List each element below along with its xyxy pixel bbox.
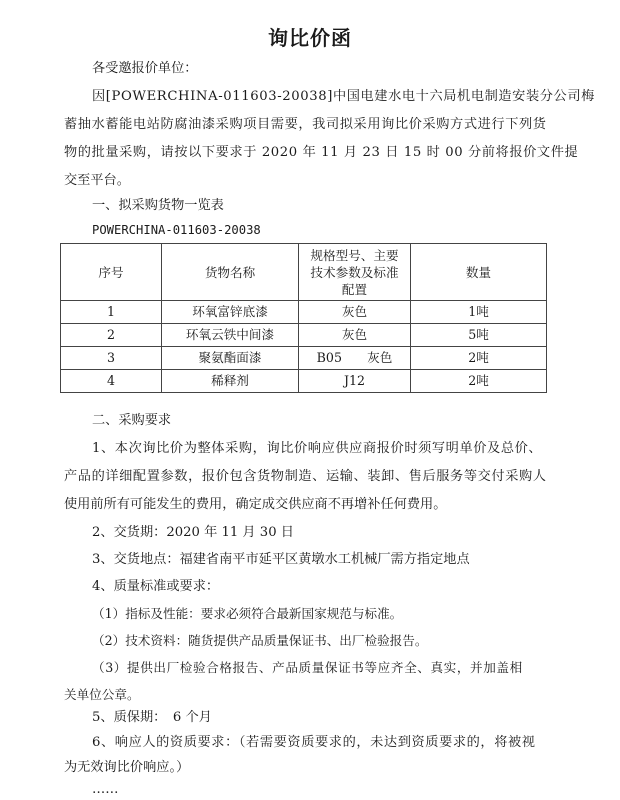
- project-code: POWERCHINA-011603-20038: [92, 223, 261, 237]
- cell-spec: J12: [299, 370, 411, 393]
- cell-index: 2: [61, 324, 162, 347]
- header-goods-name: 货物名称: [162, 244, 299, 301]
- cell-spec: 灰色: [299, 301, 411, 324]
- cell-index: 3: [61, 347, 162, 370]
- table-row: [61, 301, 547, 324]
- cell-quantity: 2吨: [411, 347, 547, 370]
- cell-spec: B05 灰色: [299, 347, 411, 370]
- cell-index: 1: [61, 301, 162, 324]
- table-row: [61, 370, 547, 393]
- cell-goods-name: 环氧富锌底漆: [162, 301, 299, 324]
- header-index: 序号: [61, 244, 162, 301]
- req3-delivery-location: 3、交货地点：福建省南平市延平区黄墩水工机械厂需方指定地点: [92, 552, 470, 567]
- header-spec: [299, 244, 411, 301]
- req4-item-3-line-2: 关单位公章。: [64, 687, 140, 702]
- header-quantity: 数量: [411, 244, 547, 301]
- intro-line-1: 因[POWERCHINA-011603-20038]中国电建水电十六局机电制造安装分公司梅: [92, 89, 595, 104]
- document-title: 询比价函: [268, 26, 352, 50]
- table-header-row: [61, 244, 547, 301]
- cell-spec: 灰色: [299, 324, 411, 347]
- header-spec-text: 规格型号、主要技术参数及标准配置: [310, 247, 399, 297]
- section2-heading: 二、采购要求: [92, 413, 172, 428]
- req4-quality-heading: 4、质量标准或要求：: [92, 579, 220, 594]
- intro-line-4: 交至平台。: [64, 173, 130, 188]
- cell-goods-name: 环氧云铁中间漆: [162, 324, 299, 347]
- req1-line-1: 1、本次询比价为整体采购，询比价响应供应商报价时须写明单价及总价、: [92, 441, 543, 456]
- cell-goods-name: 稀释剂: [162, 370, 299, 393]
- req4-item-2: （2）技术资料：随货提供产品质量保证书、出厂检验报告。: [92, 633, 428, 648]
- cell-quantity: 2吨: [411, 370, 547, 393]
- req6-line-2: 为无效询比价响应。）: [64, 760, 190, 775]
- req1-line-2: 产品的详细配置参数，报价包含货物制造、运输、装卸、售后服务等交付采购人: [64, 469, 547, 484]
- req5-warranty: 5、质保期： 6 个月: [92, 710, 212, 725]
- section1-heading: 一、拟采购货物一览表: [92, 198, 224, 213]
- req4-item-3-line-1: （3）提供出厂检验合格报告、产品质量保证书等应齐全、真实，并加盖相: [92, 660, 523, 675]
- table-row: [61, 347, 547, 370]
- cell-quantity: 1吨: [411, 301, 547, 324]
- req2-delivery-date: 2、交货期：2020 年 11 月 30 日: [92, 525, 294, 540]
- intro-line-2: 蓄抽水蓄能电站防腐油漆采购项目需要，我司拟采用询比价采购方式进行下列货: [64, 117, 547, 132]
- req4-item-1: （1）指标及性能：要求必须符合最新国家规范与标准。: [92, 606, 403, 621]
- goods-table: [60, 243, 547, 393]
- intro-line-3: 物的批量采购，请按以下要求于 2020 年 11 月 23 日 15 时 00 分前将报价文件提: [64, 145, 579, 160]
- table-row: [61, 324, 547, 347]
- cell-quantity: 5吨: [411, 324, 547, 347]
- ellipsis: ……: [92, 782, 119, 797]
- salutation: 各受邀报价单位：: [92, 61, 198, 76]
- req1-line-3: 使用前所有可能发生的费用，确定成交供应商不再增补任何费用。: [64, 497, 447, 512]
- req6-line-1: 6、响应人的资质要求：（若需要资质要求的，未达到资质要求的，将被视: [92, 735, 536, 750]
- cell-goods-name: 聚氨酯面漆: [162, 347, 299, 370]
- cell-index: 4: [61, 370, 162, 393]
